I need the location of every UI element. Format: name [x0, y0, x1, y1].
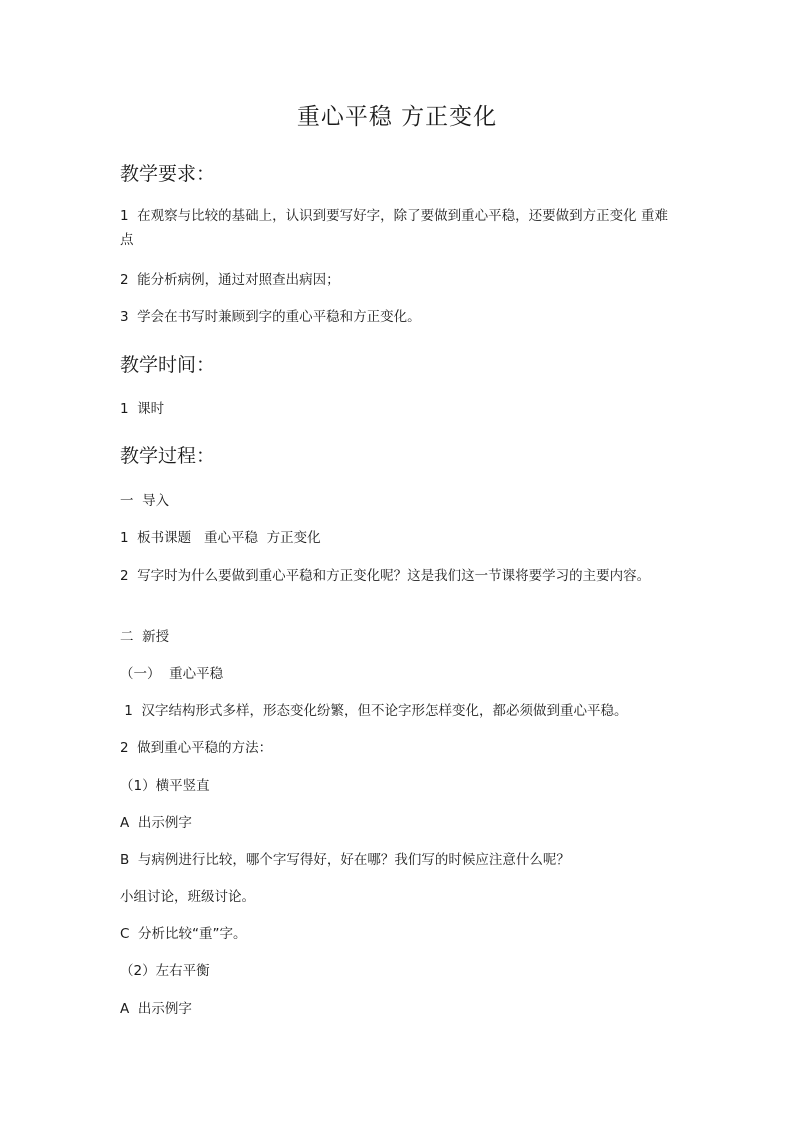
paragraph-req-2: 2 能分析病例，通过对照查出病因；	[120, 272, 340, 288]
paragraph-process-1: 一 导入	[120, 493, 170, 509]
paragraph-process-6: 1 汉字结构形式多样，形态变化纷繁，但不论字形怎样变化，都必须做到重心平稳。	[120, 703, 628, 719]
heading-process: 教学过程：	[120, 445, 216, 467]
paragraph-process-9: A 出示例字	[120, 815, 192, 831]
document-title: 重心平稳 方正变化	[296, 104, 498, 130]
paragraph-process-8: （1）横平竖直	[120, 778, 210, 794]
paragraph-time-1: 1 课时	[120, 401, 165, 417]
paragraph-process-14: A 出示例字	[120, 1001, 192, 1017]
paragraph-process-5: （一） 重心平稳	[120, 666, 224, 682]
paragraph-process-4: 二 新授	[120, 629, 170, 645]
paragraph-process-13: （2）左右平衡	[120, 963, 210, 979]
paragraph-process-10: B 与病例进行比较，哪个字写得好，好在哪？我们写的时候应注意什么呢？	[120, 852, 570, 868]
paragraph-process-2: 1 板书课题 重心平稳 方正变化	[120, 530, 321, 546]
paragraph-process-3: 2 写字时为什么要做到重心平稳和方正变化呢？这是我们这一节课将要学习的主要内容。	[120, 568, 651, 584]
heading-time: 教学时间：	[120, 354, 216, 376]
heading-requirements: 教学要求：	[120, 163, 216, 185]
paragraph-req-1: 1 在观察与比较的基础上，认识到要写好字，除了要做到重心平稳，还要做到方正变化 重难点	[120, 208, 668, 248]
paragraph-process-11: 小组讨论，班级讨论。	[120, 889, 255, 905]
paragraph-process-12: C 分析比较“重”字。	[120, 926, 247, 942]
paragraph-process-7: 2 做到重心平稳的方法：	[120, 740, 273, 756]
paragraph-req-3: 3 学会在书写时兼顾到字的重心平稳和方正变化。	[120, 309, 421, 325]
